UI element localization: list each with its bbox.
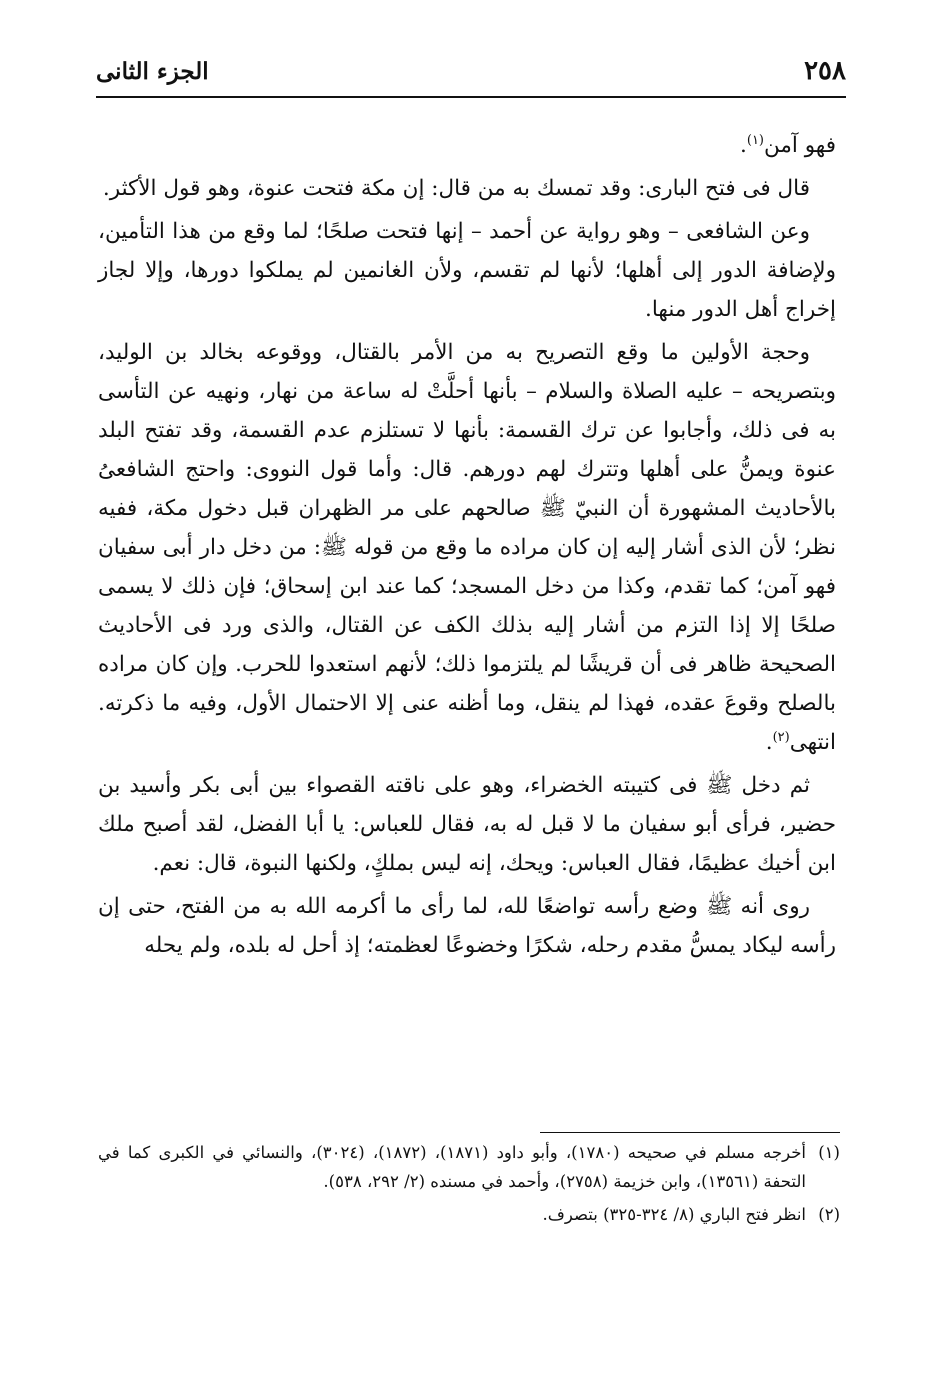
paragraph-4: [98, 333, 836, 762]
footnote-text: أخرجه مسلم في صحيحه (١٧٨٠)، وأبو داود (١٨٧١)، (١٨٧٢)، (٣٠٢٤)، والنسائي في الكبرى كما في التحفة (١٣٥٦١)، وابن خزيمة (٢٧٥٨)، وأحمد في مسنده (٢/ ٢٩٢، ٥٣٨).: [98, 1143, 806, 1191]
footnote-ref-1: (١): [746, 132, 764, 148]
paragraph-1-end: .: [740, 133, 747, 158]
paragraph-5: ثم دخل ﷺ فى كتيبته الخضراء، وهو على ناقته القصواء بين أبى بكر وأسيد بن حضير، فرأى أبو سفيان ما لا قبل له به، فقال للعباس: يا أبا الفضل، لقد أصبح ملك ابن أخيك عظيمًا، فقال العباس: ويحك، إنه ليس بملكٍ، ولكنها النبوة، قال: نعم.: [98, 773, 836, 876]
paragraph-2: قال فى فتح البارى: وقد تمسك به من قال: إن مكة فتحت عنوة، وهو قول الأكثر.: [102, 176, 810, 201]
paragraph-4-end: .: [765, 730, 773, 755]
footnote-number: (١): [818, 1143, 840, 1162]
footnote-1: [98, 1138, 840, 1196]
footnote-number: (٢): [818, 1205, 840, 1224]
paragraph-4-text: وحجة الأولين ما وقع التصريح به من الأمر بالقتال، ووقوعه بخالد بن الوليد، وبتصريحه – عليه الصلاة والسلام – بأنها أحلَّتْ له ساعة من نهار، ونهيه عن التأسى به فى ذلك، وأجابوا عن ترك القسمة: بأنها لا تستلزم عدم القسمة، وقد تفتح البلد عنوة ويمنُّ على أهلها وتترك لهم دورهم. قال: وأما قول النووى: واحتج الشافعىُ بالأحاديث المشهورة أن النبيّ ﷺ صالحهم على مر الظهران قبل دخول مكة، ففيه نظر؛ لأن الذى أشار إليه إن كان مراده ما وقع من قوله ﷺ: من دخل دار أبى سفيان فهو آمن؛ كما تقدم، وكذا من دخل المسجد؛ كما عند ابن إسحاق؛ فإن ذلك لا يسمى صلحًا إلا إذا التزم من أشار إليه بذلك الكف عن القتال، والذى ورد فى الأحاديث الصحيحة ظاهر فى أن قريشًا لم يلتزموا ذلك؛ لأنهم استعدوا للحرب. وإن كان مراده بالصلح وقوعَ عقده، فهذا لم ينقل، وما أظنه عنى إلا الاحتمال الأول، وفيه ما ذكرته. انتهى: [98, 340, 836, 755]
page-header: [96, 52, 846, 98]
footnote-2: [98, 1200, 840, 1229]
footnote-separator: [540, 1132, 840, 1133]
footnotes: [98, 1138, 840, 1233]
main-text: [98, 126, 836, 969]
paragraph-6: روى أنه ﷺ وضع رأسه تواضعًا لله، لما رأى ما أكرمه الله به من الفتح، حتى إن رأسه ليكاد يمسُّ مقدم رحله، شكرًا وخضوعًا لعظمته؛ إذ أحل له بلده، ولم يحله: [98, 894, 836, 958]
page-number: ٢٥٨: [804, 56, 846, 86]
part-title: الجزء الثانى: [96, 58, 209, 85]
paragraph-3: وعن الشافعى – وهو رواية عن أحمد – إنها فتحت صلحًا؛ لما وقع من هذا التأمين، ولإضافة الدور إلى أهلها؛ لأنها لم تقسم، ولأن الغانمين لم يملكوا دورها، وإلا لجاز إخراج أهل الدور منها.: [98, 219, 836, 322]
paragraph-1: [98, 126, 836, 165]
paragraph-1-text: فهو آمن: [764, 133, 836, 158]
footnote-text: انظر فتح الباري (٨/ ٣٢٤-٣٢٥) بتصرف.: [542, 1205, 806, 1224]
footnote-ref-2: (٢): [772, 729, 790, 745]
